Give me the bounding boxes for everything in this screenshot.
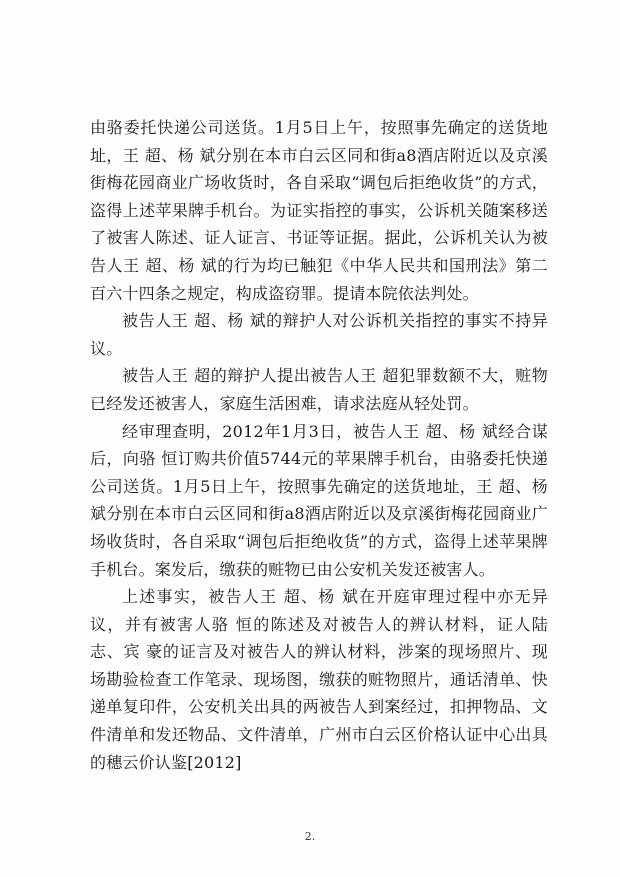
paragraph-findings: 经审理查明，2012年1月3日，被告人王 超、杨 斌经合谋后，向骆 恒订购共价值5744元的苹果牌手机台，由骆委托快递公司送货。1月5日上午，按照事先确定的送货地址，王 超、杨 斌分别在本市白云区同和街a8酒店附近以及京溪街梅花园商业广场收货时，各自采取“调包后拒绝收货”的方式，盗得上述苹果牌手机台。案发后，缴获的赃物已由公安机关发还被害人。 — [90, 421, 548, 579]
document-body — [90, 114, 548, 776]
paragraph-defense-no-objection: 被告人王 超、杨 斌的辩护人对公诉机关指控的事实不持异议。 — [90, 311, 548, 358]
paragraph-evidence: 上述事实，被告人王 超、杨 斌在开庭审理过程中亦无异议，并有被害人骆 恒的陈述及对被告人的辨认材料，证人陆 志、宾 豪的证言及对被告人的辨认材料，涉案的现场照片、现场勘验检查工作笔录、现场图，缴获的赃物照片，通话清单、快递单复印件，公安机关出具的两被告人到案经过，扣押物品、文件清单和发还物品、文件清单，广州市白云区价格认证中心出具的穗云价认鉴[2012] — [90, 587, 548, 772]
paragraph-defense-leniency: 被告人王 超的辩护人提出被告人王 超犯罪数额不大，赃物已经发还被害人，家庭生活困难，请求法庭从轻处罚。 — [90, 366, 548, 413]
page-number: 2. — [304, 830, 316, 843]
paragraph-continuation: 由骆委托快递公司送货。1月5日上午，按照事先确定的送货地址，王 超、杨 斌分别在本市白云区同和街a8酒店附近以及京溪街梅花园商业广场收货时，各自采取“调包后拒绝收货”的方式，盗得上述苹果牌手机台。为证实指控的事实，公诉机关随案移送了被害人陈述、证人证言、书证等证据。据此，公诉机关认为被告人王 超、杨 斌的行为均已触犯《中华人民共和国刑法》第二百六十四条之规定，构成盗窃罪。提请本院依法判处。 — [90, 118, 548, 303]
